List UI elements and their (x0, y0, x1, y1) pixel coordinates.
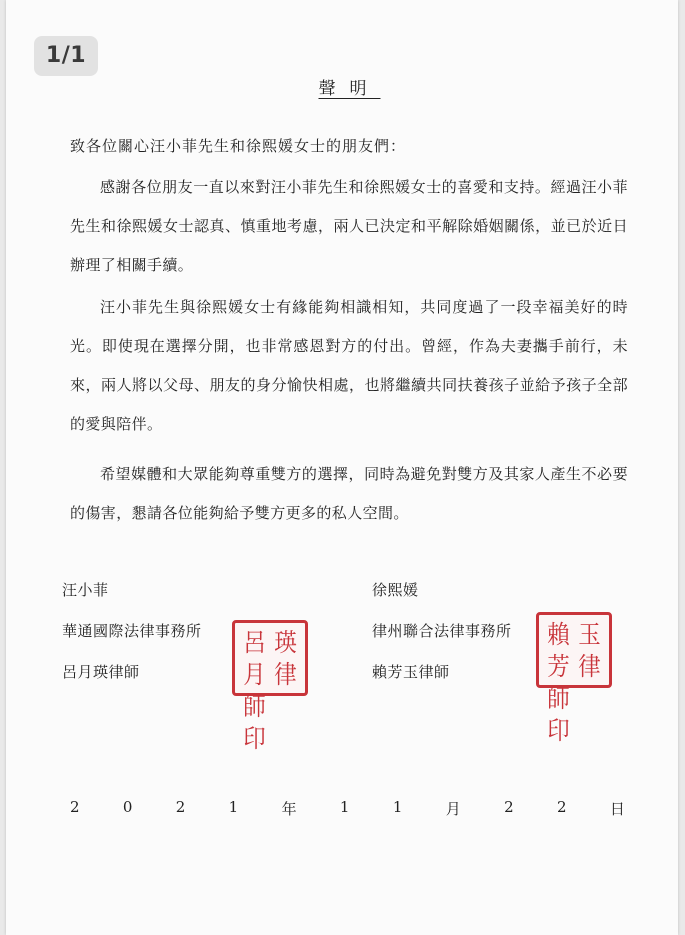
document-title: 聲明 (318, 79, 381, 99)
seal-char (272, 691, 300, 755)
paragraph-1: 感謝各位朋友一直以來對汪小菲先生和徐熙媛女士的喜愛和支持。經過汪小菲先生和徐熙媛女士認真、慎重地考慮，兩人已決定和平解除婚姻關係，並已於近日辦理了相關手續。 (70, 178, 628, 274)
seal-char: 玉律 (578, 620, 601, 681)
date-char: 2 (504, 798, 514, 816)
seal-stamp-left (232, 620, 308, 753)
date-char: 2 (556, 798, 567, 816)
paragraph-2: 汪小菲先生與徐熙媛女士有緣能夠相識相知，共同度過了一段幸福美好的時光。即使現在選擇分開，也非常感恩對方的付出。曾經，作為夫妻攜手前行，未來，兩人將以父母、朋友的身分愉快相處，也將繼續共同扶養孩子並給予孩子全部的愛與陪伴。 (70, 298, 628, 433)
seal-char (576, 683, 604, 747)
seal-char: 賴芳 (547, 620, 570, 681)
lawyer-name: 賴芳玉律師 (372, 663, 450, 681)
date-char: 年 (281, 800, 297, 818)
document-date (70, 798, 625, 819)
salutation: 致各位關心汪小菲先生和徐熙媛女士的朋友們： (70, 137, 407, 155)
seal-char: 師印 (547, 684, 570, 745)
law-firm: 律州聯合法律事務所 (372, 622, 512, 640)
signatory-name: 徐熙媛 (372, 581, 419, 599)
page-indicator: 1/1 (34, 36, 98, 76)
date-char: 1 (228, 798, 239, 816)
date-char: 2 (70, 798, 80, 816)
date-char: 2 (175, 798, 186, 816)
law-firm: 華通國際法律事務所 (62, 622, 202, 640)
date-char: 1 (339, 798, 350, 816)
date-char: 0 (122, 798, 133, 816)
lawyer-name: 呂月瑛律師 (62, 663, 140, 681)
signature-block-right (372, 570, 512, 693)
seal-stamp-right (536, 612, 612, 745)
signature-block-left (62, 570, 202, 693)
date-char: 月 (445, 800, 461, 818)
date-char: 日 (609, 800, 625, 818)
date-char: 1 (392, 798, 403, 816)
seal-char: 瑛律 (274, 628, 297, 689)
signatory-name: 汪小菲 (62, 581, 109, 599)
paragraph-3: 希望媒體和大眾能夠尊重雙方的選擇，同時為避免對雙方及其家人產生不必要的傷害，懇請各位能夠給予雙方更多的私人空間。 (70, 465, 628, 522)
seal-char: 師印 (243, 692, 266, 753)
seal-char: 呂月 (243, 628, 266, 689)
